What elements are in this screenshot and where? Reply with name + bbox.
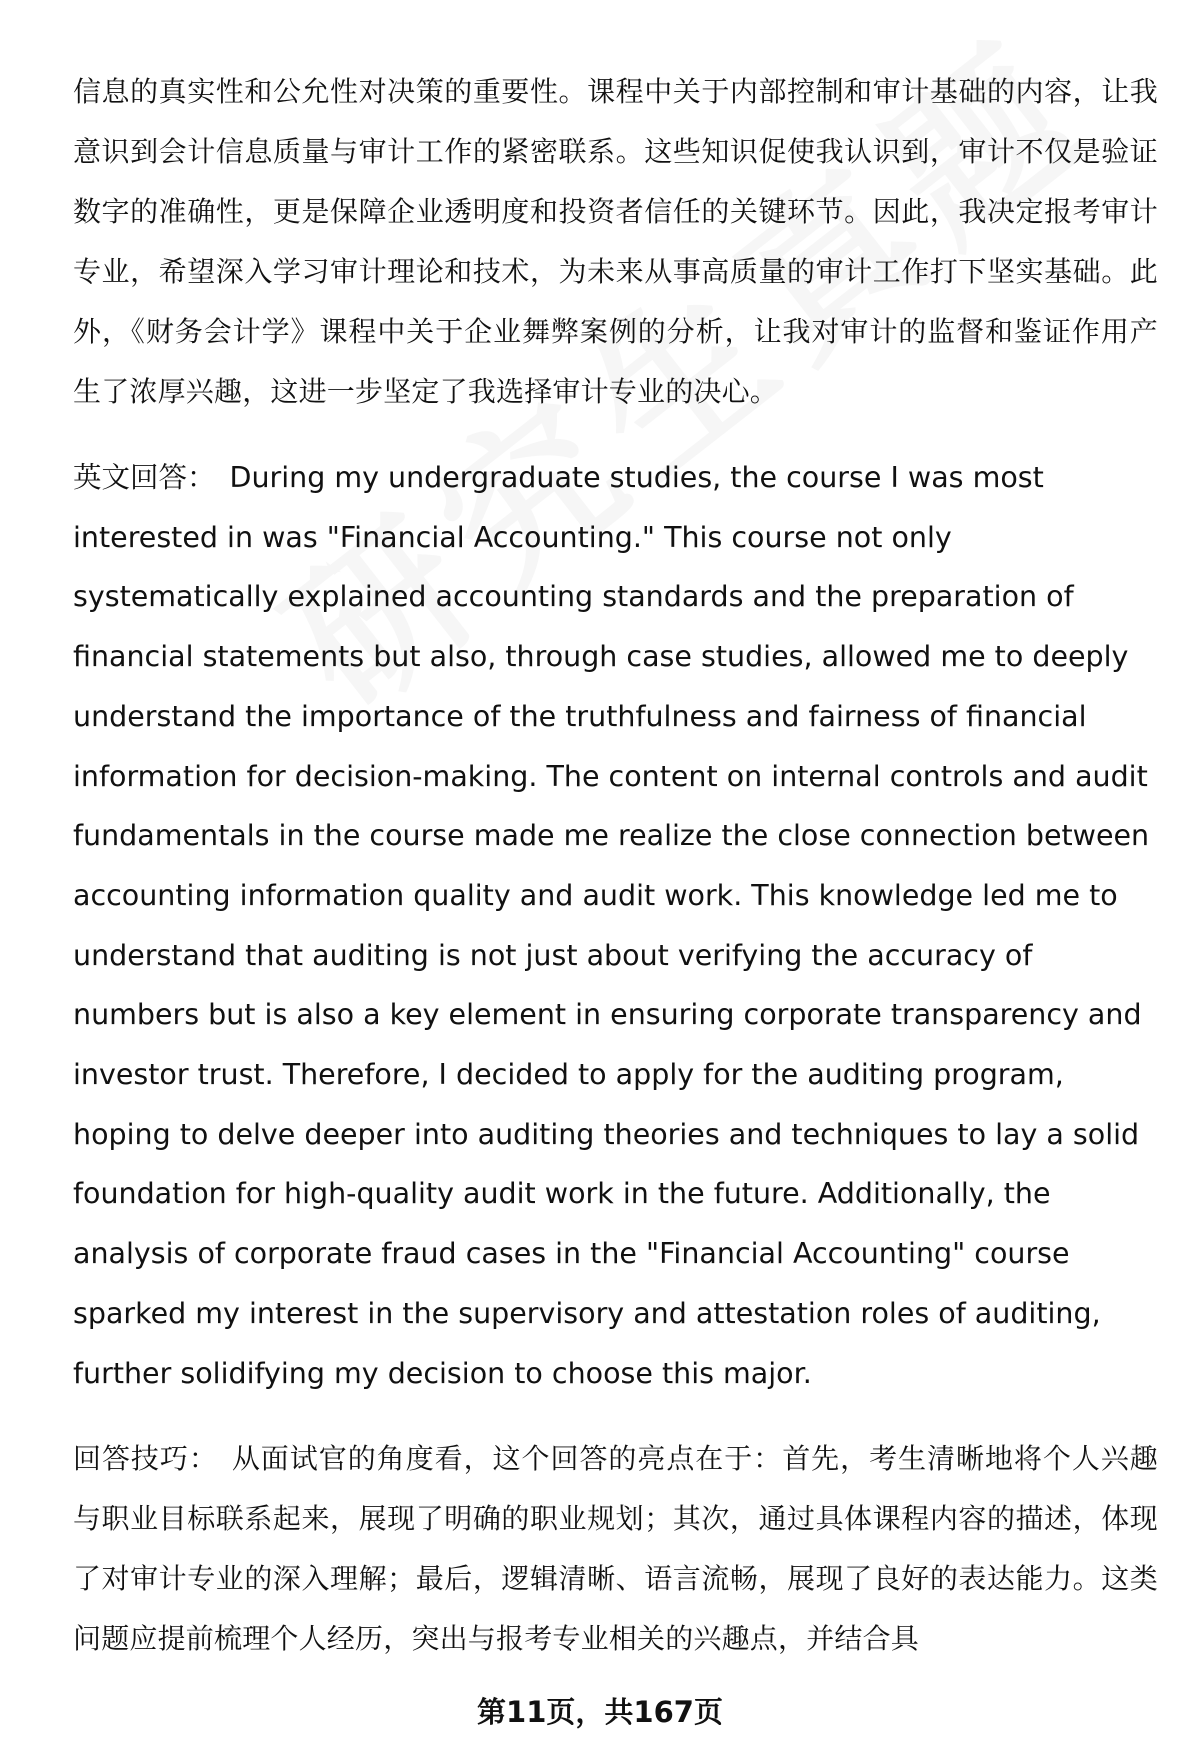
paragraph-text: 信息的真实性和公允性对决策的重要性。课程中关于内部控制和审计基础的内容，让我意识到会计信息质量与审计工作的紧密联系。这些知识促使我认识到，审计不仅是验证数字的准确性，更是保障企业透明度和投资者信任的关键环节。因此，我决定报考审计专业，希望深入学习审计理论和技术，为未来从事高质量的审计工作打下坚实基础。此外，《财务会计学》课程中关于企业舞弊案例的分析，让我对审计的监督和鉴证作用产生了浓厚兴趣，这进一步坚定了我选择审计专业的决心。: [73, 75, 1158, 408]
paragraph-text: 从面试官的角度看，这个回答的亮点在于：首先，考生清晰地将个人兴趣与职业目标联系起来，展现了明确的职业规划；其次，通过具体课程内容的描述，体现了对审计专业的深入理解；最后，逻辑清晰、语言流畅，展现了良好的表达能力。这类问题应提前梳理个人经历，突出与报考专业相关的兴趣点，并结合具: [73, 1442, 1158, 1656]
paragraph-chinese-answer-continued: [73, 62, 1158, 422]
paragraph-text: During my undergraduate studies, the course I was most interested in was "Financial Accounting." This course not only systematically explained accounting standards and the preparation of financial statements but also, through case studies, allowed me to deeply understand the importance of the truthfulness and fairness of financial information for decision-making. The content on internal controls and audit fundamentals in the course made me realize the close connection between accounting information quality and audit work. This knowledge led me to understand that auditing is not just about verifying the accuracy of numbers but is also a key element in ensuring corporate transparency and investor trust. Therefore, I decided to apply for the auditing program, hoping to delve deeper into auditing theories and techniques to lay a solid foundation for high-quality audit work in the future. Additionally, the analysis of corporate fraud cases in the "Financial Accounting" course sparked my interest in the supervisory and attestation roles of auditing, further solidifying my decision to choose this major.: [73, 461, 1150, 1390]
page-number: 第11页，共167页: [477, 1695, 723, 1729]
paragraph-english-answer: [73, 448, 1158, 1403]
answer-tips-label: 回答技巧：: [73, 1442, 218, 1476]
english-answer-label: 英文回答：: [73, 461, 216, 494]
paragraph-answer-tips: [73, 1429, 1158, 1669]
document-body: [73, 62, 1158, 1695]
